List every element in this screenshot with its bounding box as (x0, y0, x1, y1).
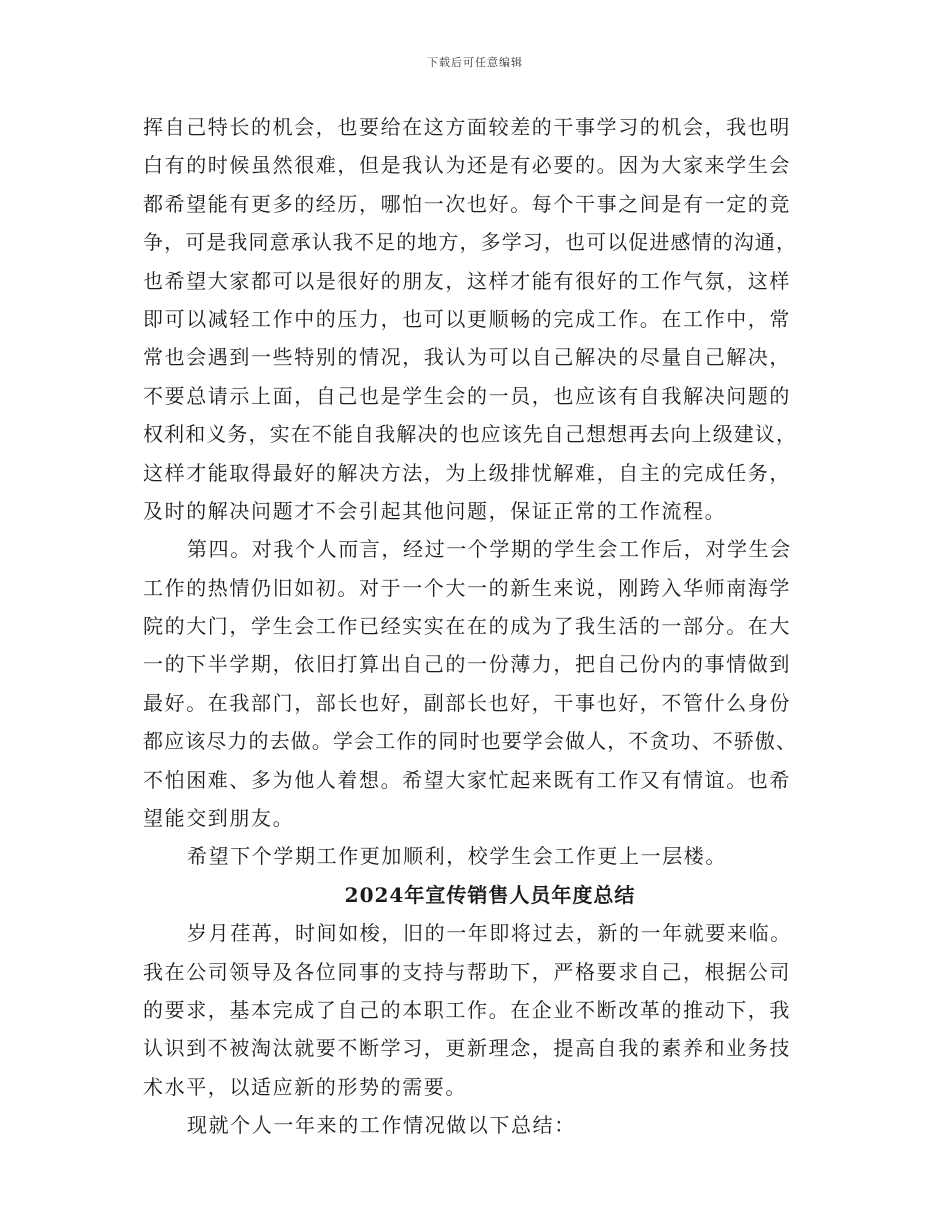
paragraph-line: 都应该尽力的去做。学会工作的同时也要学会做人，不贪功、不骄傲、 (143, 729, 798, 754)
paragraph-line: 岁月荏苒，时间如梭，旧的一年即将过去，新的一年就要来临。 (187, 921, 792, 946)
paragraph-line: 都希望能有更多的经历，哪怕一次也好。每个干事之间是有一定的竞 (143, 191, 791, 216)
paragraph-line: 认识到不被淘汰就要不断学习，更新理念，提高自我的素养和业务技 (143, 1036, 791, 1061)
paragraph-line: 一的下半学期，依旧打算出自己的一份薄力，把自己份内的事情做到 (143, 652, 791, 677)
document-body (143, 108, 823, 1145)
paragraph-line: 常也会遇到一些特别的情况，我认为可以自己解决的尽量自己解决， (143, 345, 791, 370)
page-header: 下载后可任意编辑 (427, 56, 523, 69)
paragraph-line: 希望下个学期工作更加顺利，校学生会工作更上一层楼。 (187, 844, 727, 869)
paragraph-line: 的要求，基本完成了自己的本职工作。在企业不断改革的推动下，我 (143, 997, 791, 1022)
paragraph-line: 术水平，以适应新的形势的需要。 (143, 1074, 467, 1099)
paragraph-line: 即可以减轻工作中的压力，也可以更顺畅的完成工作。在工作中，常 (143, 306, 791, 331)
paragraph-line: 不要总请示上面，自己也是学生会的一员，也应该有自我解决问题的 (143, 383, 791, 408)
paragraph-line: 院的大门，学生会工作已经实实在在的成为了我生活的一部分。在大 (143, 614, 791, 639)
paragraph-line: 及时的解决问题才不会引起其他问题，保证正常的工作流程。 (143, 498, 727, 523)
section-title: 2024年宣传销售人员年度总结 (344, 882, 636, 907)
paragraph-line: 权利和义务，实在不能自我解决的也应该先自己想想再去向上级建议， (143, 422, 798, 447)
paragraph-line: 这样才能取得最好的解决方法，为上级排忧解难，自主的完成任务， (143, 460, 791, 485)
paragraph-line: 不怕困难、多为他人着想。希望大家忙起来既有工作又有情谊。也希 (143, 767, 791, 792)
paragraph-line: 也希望大家都可以是很好的朋友，这样才能有很好的工作气氛，这样 (143, 268, 791, 293)
paragraph-line: 白有的时候虽然很难，但是我认为还是有必要的。因为大家来学生会 (143, 153, 791, 178)
paragraph-line: 现就个人一年来的工作情况做以下总结： (187, 1113, 576, 1138)
paragraph-line: 望能交到朋友。 (143, 806, 295, 831)
paragraph-line: 工作的热情仍旧如初。对于一个大一的新生来说，刚跨入华师南海学 (143, 575, 791, 600)
paragraph-line: 争，可是我同意承认我不足的地方，多学习，也可以促进感情的沟通， (143, 230, 798, 255)
paragraph-line: 第四。对我个人而言，经过一个学期的学生会工作后，对学生会 (187, 537, 792, 562)
paragraph-line: 我在公司领导及各位同事的支持与帮助下，严格要求自己，根据公司 (143, 959, 791, 984)
paragraph-line: 挥自己特长的机会，也要给在这方面较差的干事学习的机会，我也明 (143, 115, 791, 139)
paragraph-line: 最好。在我部门，部长也好，副部长也好，干事也好，不管什么身份 (143, 690, 791, 715)
